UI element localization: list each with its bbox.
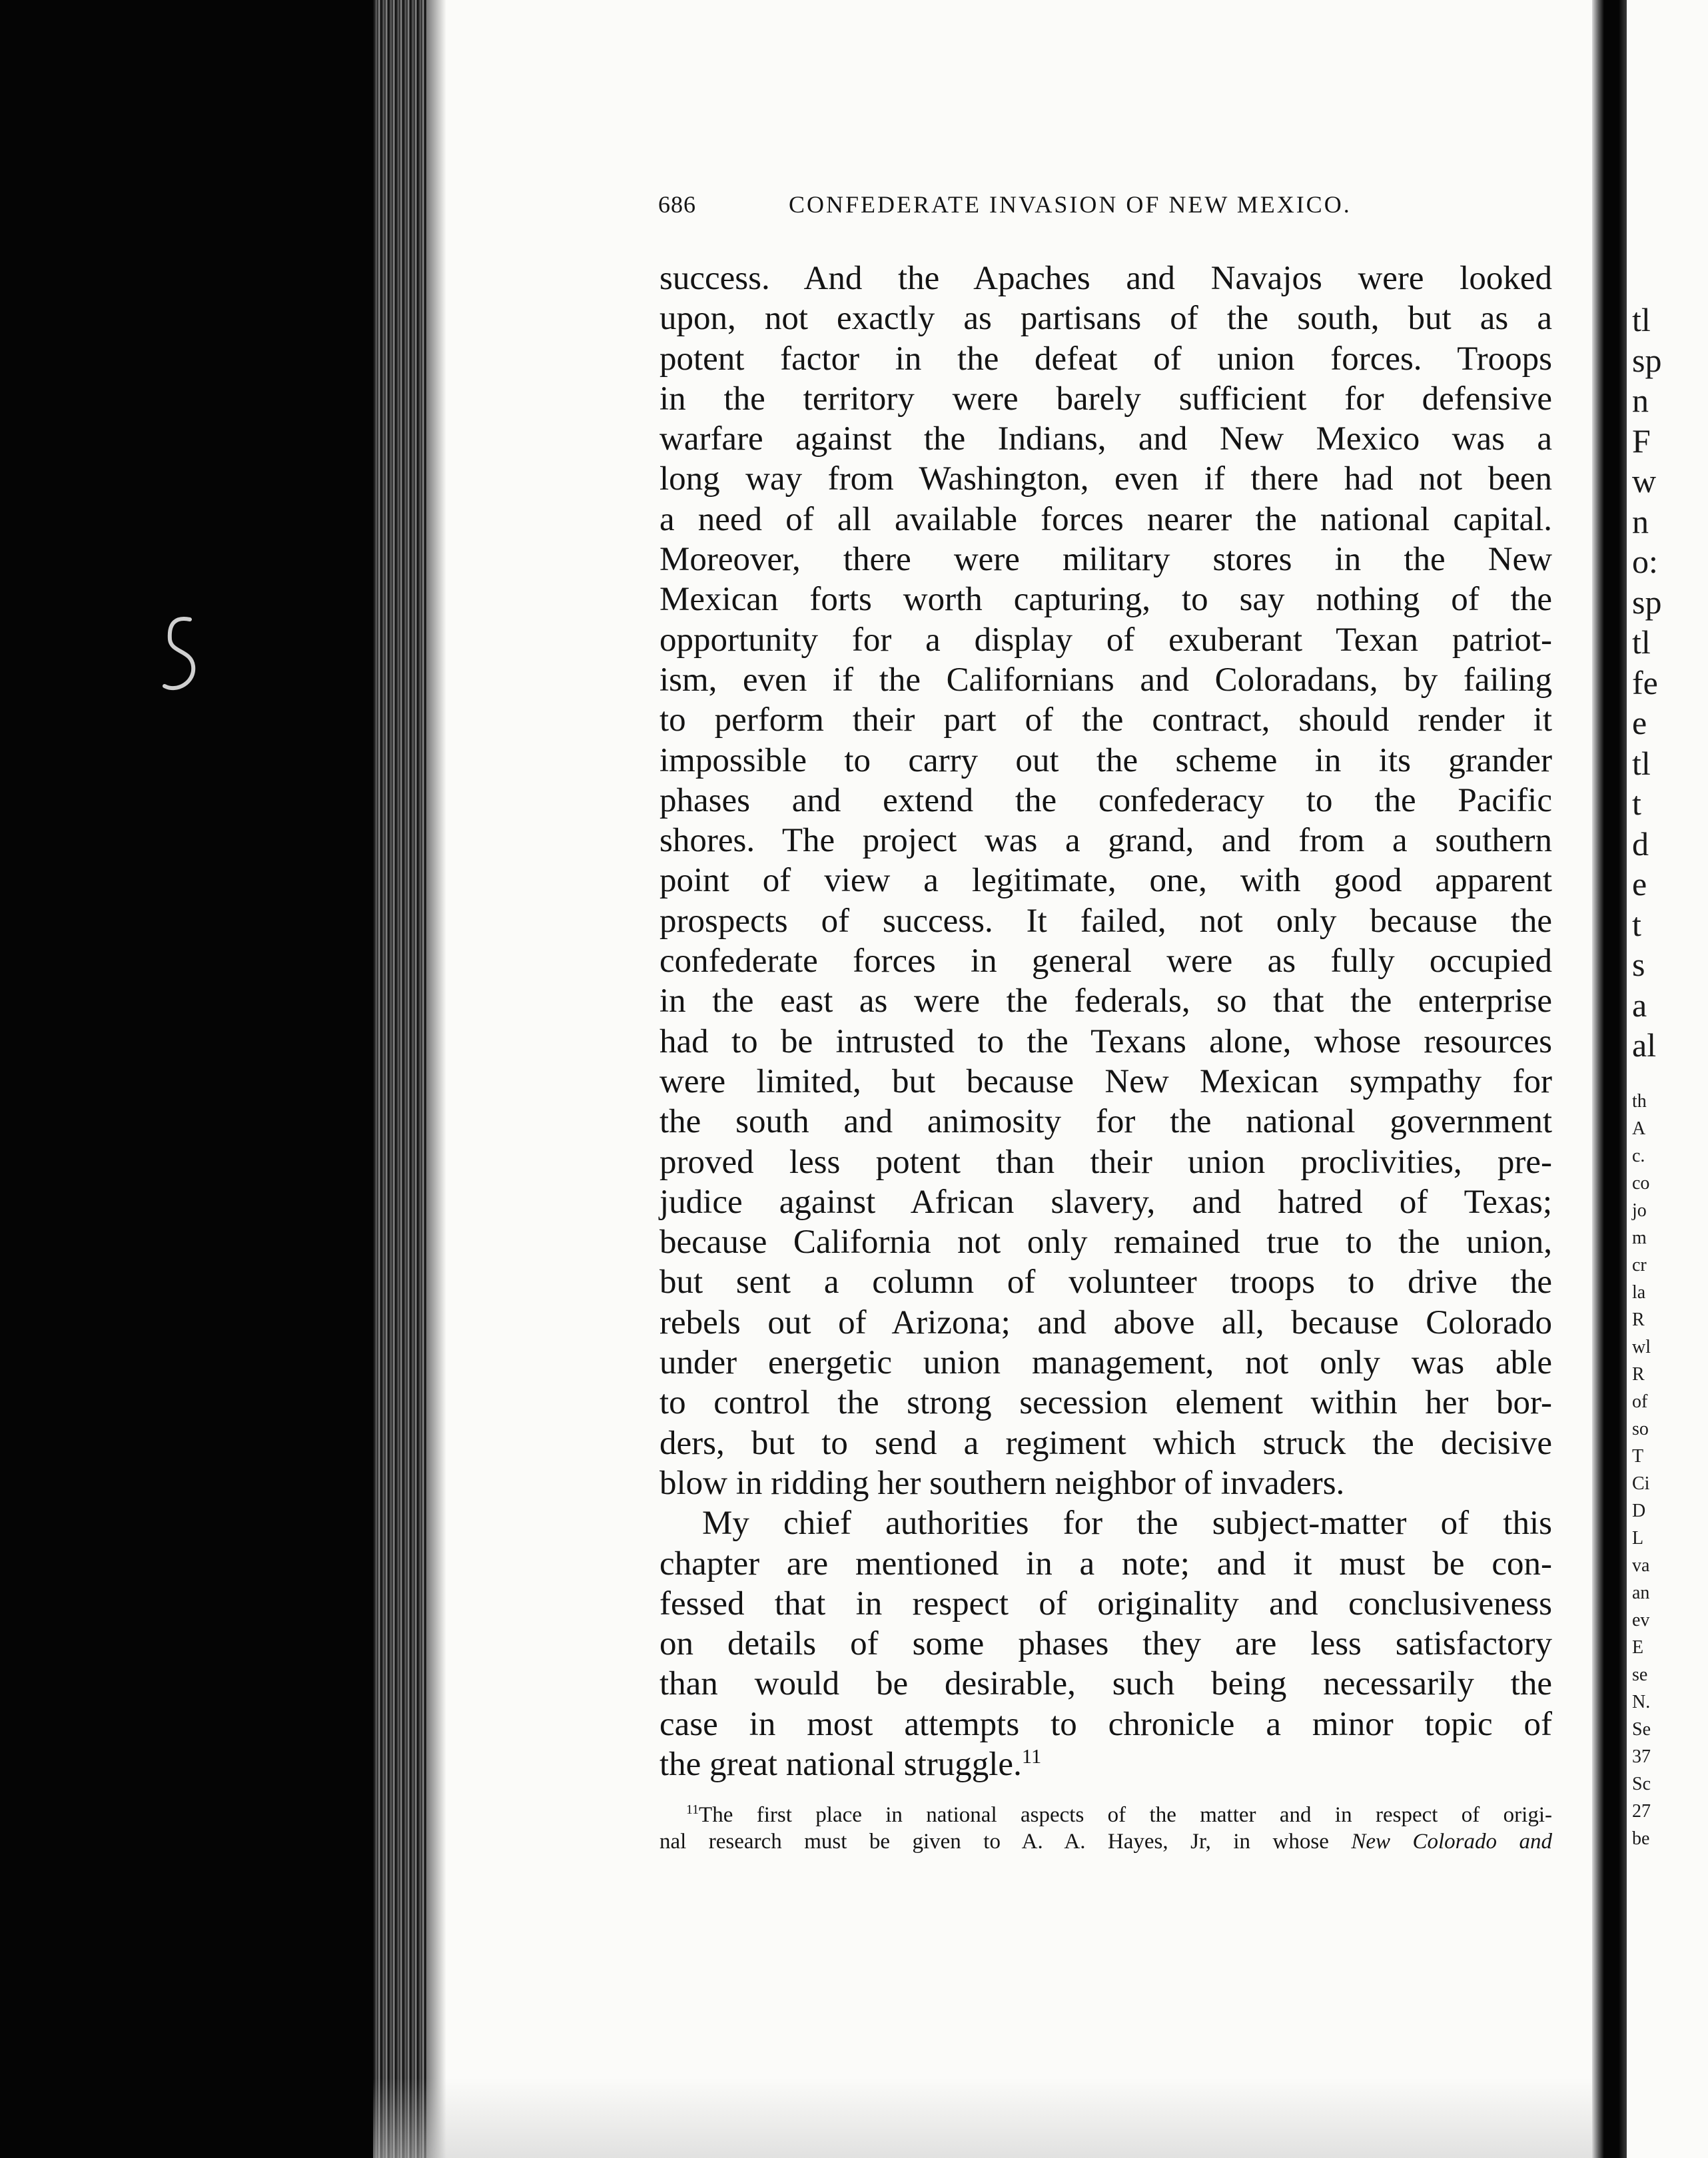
- text-line: to perform their part of the contract, should render it: [659, 701, 1552, 739]
- facing-page-sliver: [1627, 0, 1708, 2158]
- facing-page-note-fragment: L: [1632, 1528, 1644, 1549]
- facing-page-text-fragment: tl: [1632, 744, 1651, 782]
- facing-page-note-fragment: se: [1632, 1664, 1648, 1685]
- facing-page-note-fragment: 27: [1632, 1801, 1651, 1822]
- facing-page-note-fragment: A: [1632, 1118, 1646, 1139]
- text-line: ders, but to send a regiment which struck the decisive: [659, 1424, 1552, 1462]
- facing-page-text-fragment: e: [1632, 865, 1647, 902]
- text-line: in the territory were barely sufficient for defensive: [659, 380, 1552, 418]
- text-line: impossible to carry out the scheme in its grander: [659, 741, 1552, 779]
- facing-page-note-fragment: an: [1632, 1583, 1650, 1603]
- page-edge-fade: [426, 0, 446, 2158]
- facing-page-note-fragment: Sc: [1632, 1774, 1651, 1794]
- facing-page-note-fragment: Se: [1632, 1719, 1651, 1740]
- facing-page-text-fragment: w: [1632, 462, 1657, 500]
- facing-page-note-fragment: wl: [1632, 1337, 1651, 1357]
- facing-page-text-fragment: tl: [1632, 301, 1651, 338]
- text-line: upon, not exactly as partisans of the south, but as a: [659, 300, 1552, 338]
- text-line: judice against African slavery, and hatred of Texas;: [659, 1183, 1552, 1221]
- text-line: the great national struggle.$^{11}$: [659, 1744, 1042, 1783]
- text-line: My chief authorities for the subject-matter of this: [702, 1505, 1552, 1543]
- facing-page-note-fragment: R: [1632, 1364, 1645, 1385]
- footnote-italic-title: New Colorado and: [1351, 1830, 1552, 1854]
- facing-page-note-fragment: T: [1632, 1446, 1644, 1467]
- facing-page-text-fragment: F: [1632, 422, 1651, 460]
- text-line: the south and animosity for the national government: [659, 1103, 1552, 1141]
- facing-page-note-fragment: E: [1632, 1637, 1644, 1658]
- facing-page-text-fragment: d: [1632, 825, 1649, 863]
- facing-page-note-fragment: th: [1632, 1091, 1647, 1112]
- facing-page-note-fragment: 37: [1632, 1746, 1651, 1767]
- text-line: to control the strong secession element within her bor-: [659, 1384, 1552, 1422]
- footnote: [659, 1802, 1552, 1855]
- facing-page-text-fragment: a: [1632, 986, 1647, 1024]
- footnote-line: nal research must be given to A. A. Hayes, Jr, in whose New Colorado and: [659, 1830, 1552, 1854]
- facing-page-text-fragment: t: [1632, 785, 1641, 822]
- footnote-marker: 11: [686, 1802, 699, 1817]
- text-line: point of view a legitimate, one, with good apparent: [659, 862, 1552, 900]
- running-title: CONFEDERATE INVASION OF NEW MEXICO.: [789, 191, 1352, 218]
- text-line: but sent a column of volunteer troops to drive the: [659, 1263, 1552, 1301]
- book-fold: [1592, 0, 1627, 2158]
- facing-page-note-fragment: Ci: [1632, 1473, 1650, 1494]
- facing-page-text-fragment: n: [1632, 502, 1649, 540]
- text-line: phases and extend the confederacy to the Pacific: [659, 781, 1552, 819]
- facing-page-note-fragment: R: [1632, 1309, 1645, 1330]
- footnote-line: $^{11}$The first place in national aspects of the matter and in respect of origi-: [686, 1802, 1552, 1827]
- page-number: 686: [658, 191, 696, 218]
- facing-page-text-fragment: tl: [1632, 623, 1651, 661]
- facing-page-text-fragment: n: [1632, 382, 1649, 419]
- facing-page-note-fragment: co: [1632, 1173, 1650, 1194]
- text-line: blow in ridding her southern neighbor of invaders.: [659, 1464, 1345, 1502]
- text-line: long way from Washington, even if there had not been: [659, 460, 1552, 498]
- facing-page-text-fragment: o:: [1632, 543, 1658, 580]
- text-line: case in most attempts to chronicle a minor topic of: [659, 1705, 1552, 1743]
- text-line: shores. The project was a grand, and from a southern: [659, 822, 1552, 860]
- text-line: fessed that in respect of originality and conclusiveness: [659, 1585, 1552, 1622]
- facing-page-note-fragment: so: [1632, 1419, 1649, 1439]
- text-line: confederate forces in general were as fully occupied: [659, 942, 1552, 980]
- facing-page-note-fragment: N.: [1632, 1692, 1651, 1712]
- text-line: under energetic union management, not only was able: [659, 1344, 1552, 1382]
- facing-page-note-fragment: va: [1632, 1555, 1650, 1576]
- facing-page-text-fragment: fe: [1632, 663, 1658, 701]
- text-line: warfare against the Indians, and New Mexico was a: [659, 420, 1552, 458]
- text-line: chapter are mentioned in a note; and it must be con-: [659, 1545, 1552, 1583]
- facing-page-text-fragment: sp: [1632, 583, 1662, 621]
- facing-page-note-fragment: be: [1632, 1828, 1650, 1849]
- text-line: in the east as were the federals, so that the enterprise: [659, 982, 1552, 1020]
- facing-page-note-fragment: la: [1632, 1282, 1646, 1303]
- text-line: Moreover, there were military stores in the New: [659, 541, 1552, 579]
- text-line: were limited, but because New Mexican sympathy for: [659, 1062, 1552, 1100]
- text-line: potent factor in the defeat of union forces. Troops: [659, 340, 1552, 378]
- text-line: rebels out of Arizona; and above all, because Colorado: [659, 1303, 1552, 1341]
- body-text: [659, 258, 1552, 1784]
- footnote-reference: 11: [1021, 1744, 1042, 1768]
- facing-page-note-fragment: D: [1632, 1501, 1646, 1521]
- text-line: opportunity for a display of exuberant Texan patriot-: [659, 621, 1552, 659]
- text-line: a need of all available forces nearer the national capital.: [659, 500, 1552, 538]
- facing-page-text-fragment: al: [1632, 1026, 1657, 1064]
- page-edge-stack: [373, 0, 426, 2158]
- text-line: because California not only remained true to the union,: [659, 1224, 1552, 1261]
- facing-page-note-fragment: cr: [1632, 1255, 1647, 1275]
- text-line: on details of some phases they are less satisfactory: [659, 1625, 1552, 1663]
- facing-page-note-fragment: c.: [1632, 1146, 1645, 1166]
- book-gutter-shadow: [0, 0, 373, 2158]
- facing-page-text-fragment: e: [1632, 704, 1647, 741]
- facing-page-note-fragment: jo: [1632, 1200, 1647, 1221]
- text-line: prospects of success. It failed, not only because the: [659, 902, 1552, 940]
- text-line: ism, even if the Californians and Coloradans, by failing: [659, 661, 1552, 699]
- text-line: success. And the Apaches and Navajos were looked: [659, 260, 1552, 297]
- pencil-margin-mark-icon: [157, 613, 203, 706]
- text-line: had to be intrusted to the Texans alone, whose resources: [659, 1022, 1552, 1060]
- facing-page-note-fragment: ev: [1632, 1610, 1650, 1630]
- running-header: [658, 190, 1431, 222]
- text-line: than would be desirable, such being necessarily the: [659, 1665, 1552, 1703]
- facing-page-text-fragment: s: [1632, 946, 1645, 983]
- facing-page-note-fragment: m: [1632, 1228, 1647, 1248]
- facing-page-text-fragment: sp: [1632, 341, 1662, 379]
- facing-page-note-fragment: of: [1632, 1391, 1648, 1412]
- text-line: Mexican forts worth capturing, to say nothing of the: [659, 581, 1552, 619]
- facing-page-text-fragment: t: [1632, 905, 1641, 943]
- page-bottom-shadow: [373, 2078, 1599, 2158]
- text-line: proved less potent than their union proclivities, pre-: [659, 1143, 1552, 1181]
